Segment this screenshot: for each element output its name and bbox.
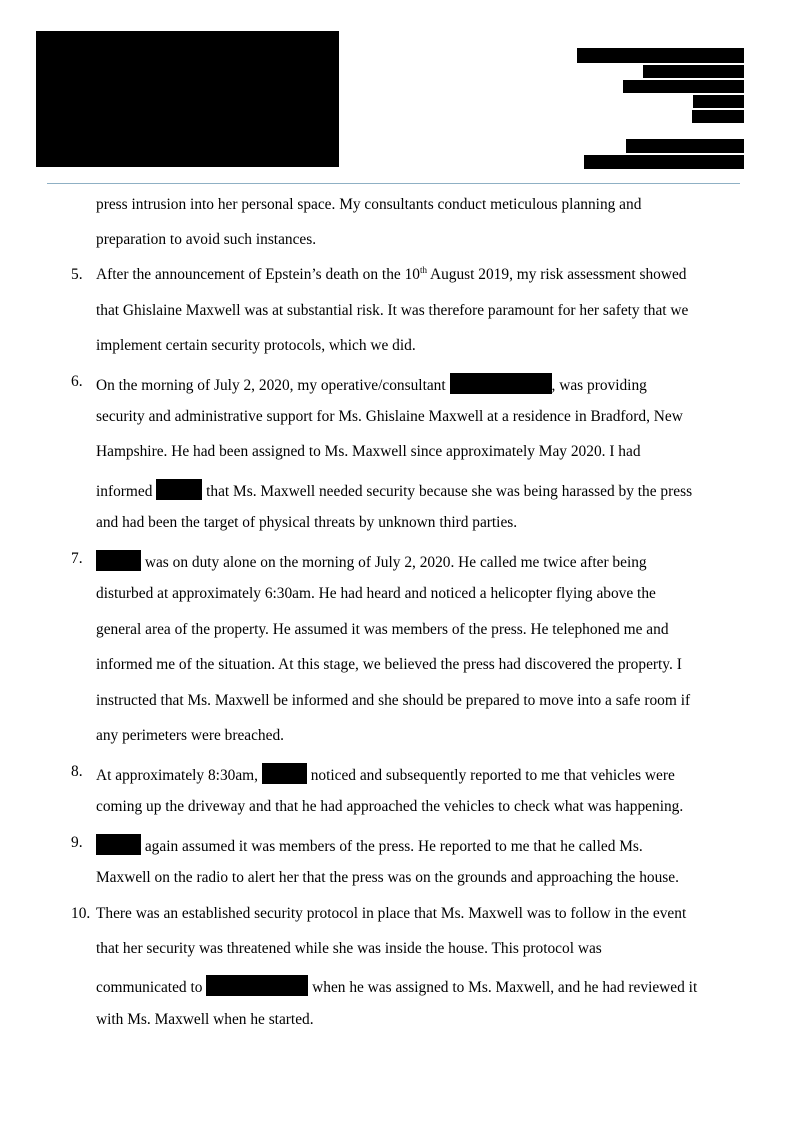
letterhead-redaction [36, 31, 339, 167]
para-6-line-3: Hampshire. He had been assigned to Ms. Maxwell since approximately May 2020. I had [96, 443, 641, 460]
para-9-number: 9. [71, 834, 83, 851]
name-redaction [262, 763, 307, 784]
name-redaction [206, 975, 308, 996]
para-9-line-2: Maxwell on the radio to alert her that the press was on the grounds and approaching the house. [96, 869, 679, 886]
para-10-line-1: There was an established security protocol in place that Ms. Maxwell was to follow in the event [96, 905, 687, 922]
para-7-line-2: disturbed at approximately 6:30am. He had heard and noticed a helicopter flying above the [96, 585, 656, 602]
para-6-line-2: security and administrative support for Ms. Ghislaine Maxwell at a residence in Bradford, New [96, 408, 683, 425]
para-10-line-2: that her security was threatened while she was inside the house. This protocol was [96, 940, 602, 957]
para-6-line-1: On the morning of July 2, 2020, my operative/consultant , was providing [96, 373, 647, 395]
para-5-line-2: that Ghislaine Maxwell was at substantial risk. It was therefore paramount for her safety that we [96, 302, 689, 319]
name-redaction [96, 834, 141, 855]
para-6-line-4: informed that Ms. Maxwell needed security because she was being harassed by the press [96, 479, 692, 501]
para-7-line-1: was on duty alone on the morning of July 2, 2020. He called me twice after being [96, 550, 647, 572]
para-7-line-4: informed me of the situation. At this stage, we believed the press had discovered the property. I [96, 656, 682, 673]
para-8-line-1: At approximately 8:30am, noticed and subsequently reported to me that vehicles were [96, 763, 675, 785]
address-redaction-5 [692, 110, 744, 123]
header-divider [47, 183, 740, 184]
name-redaction [450, 373, 552, 394]
address-redaction-7 [584, 155, 744, 169]
name-redaction [156, 479, 202, 500]
para-5-line-1: After the announcement of Epstein’s death on the 10th August 2019, my risk assessment showed [96, 265, 687, 283]
para-7-line-3: general area of the property. He assumed it was members of the press. He telephoned me and [96, 621, 669, 638]
para-6-number: 6. [71, 373, 83, 390]
para-5-number: 5. [71, 266, 83, 283]
para-cont-line-1: press intrusion into her personal space. My consultants conduct meticulous planning and [96, 196, 642, 213]
para-10-line-3: communicated to when he was assigned to Ms. Maxwell, and he had reviewed it [96, 975, 697, 997]
para-6-line-5: and had been the target of physical threats by unknown third parties. [96, 514, 518, 531]
para-9-line-1: again assumed it was members of the press. He reported to me that he called Ms. [96, 834, 643, 856]
para-5-line-3: implement certain security protocols, which we did. [96, 337, 416, 354]
name-redaction [96, 550, 141, 571]
para-7-line-5: instructed that Ms. Maxwell be informed and she should be prepared to move into a safe room if [96, 692, 691, 709]
address-redaction-2 [643, 65, 744, 78]
address-redaction-3 [623, 80, 744, 93]
address-redaction-6 [626, 139, 744, 153]
para-8-number: 8. [71, 763, 83, 780]
address-redaction-1 [577, 48, 744, 63]
para-10-number: 10. [71, 905, 91, 922]
para-10-line-4: with Ms. Maxwell when he started. [96, 1011, 314, 1028]
para-cont-line-2: preparation to avoid such instances. [96, 231, 317, 248]
para-8-line-2: coming up the driveway and that he had approached the vehicles to check what was happening. [96, 798, 684, 815]
para-7-number: 7. [71, 550, 83, 567]
address-redaction-4 [693, 95, 744, 108]
para-7-line-6: any perimeters were breached. [96, 727, 285, 744]
